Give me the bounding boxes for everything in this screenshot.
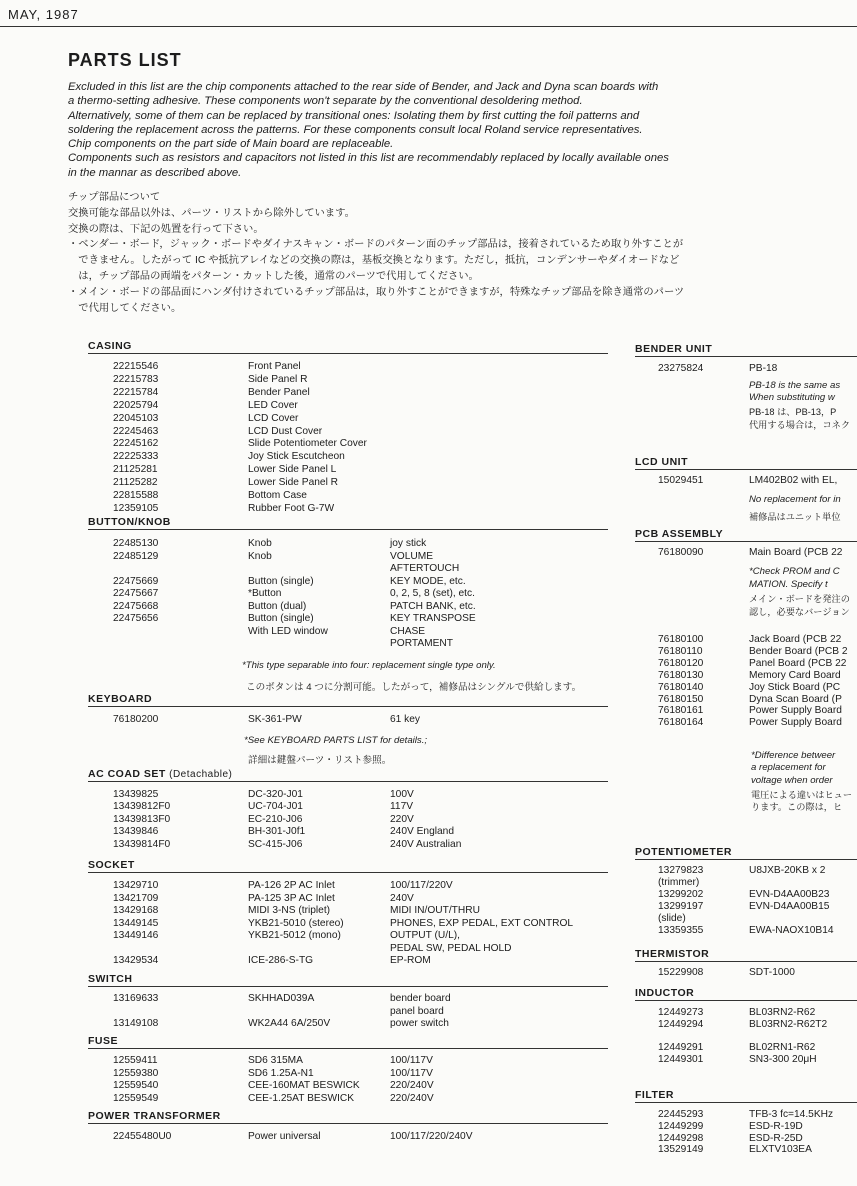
part-number: 76180090	[658, 547, 704, 558]
part-number: 13429710	[113, 880, 159, 891]
section-rule	[635, 1102, 857, 1103]
part-name: EVN-D4AA00B23	[749, 888, 830, 900]
part-remark: CHASE	[390, 625, 426, 637]
part-name: Knob	[248, 538, 272, 549]
part-name: LCD Cover	[248, 412, 299, 424]
part-name: TFB-3 fc=14.5KHz	[749, 1109, 834, 1120]
part-name: Side Panel R	[248, 373, 308, 385]
part-number: 13149108	[113, 1018, 159, 1029]
part-remark: PORTAMENT	[390, 638, 454, 649]
part-name: Lower Side Panel L	[248, 464, 337, 476]
note-text-jp: 電圧による違いはヒュー	[751, 789, 853, 800]
section-rule	[635, 961, 857, 962]
section-rule	[635, 469, 857, 470]
note-text: *See KEYBOARD PARTS LIST for details.;	[244, 735, 428, 746]
part-name: UC-704-J01	[248, 801, 303, 813]
part-name: WK2A44 6A/250V	[248, 1018, 331, 1029]
part-number: 21125282	[113, 477, 158, 489]
section-rule	[88, 781, 608, 782]
section-rule	[88, 529, 608, 530]
part-number: 13169633	[113, 993, 159, 1004]
part-name: Power Supply Board	[749, 705, 842, 717]
part-remark: power switch	[390, 1018, 449, 1029]
part-number: 12449273	[658, 1007, 704, 1018]
part-remark: 61 key	[390, 714, 421, 725]
part-name: Main Board (PCB 22	[749, 547, 843, 558]
section-title: KEYBOARD	[88, 693, 153, 705]
intro-jp-line: 交換可能な部品以外は、パーツ・リストから除外しています。	[68, 207, 355, 219]
section-title: POTENTIOMETER	[635, 846, 732, 858]
part-number: 12559380	[113, 1067, 159, 1079]
section-rule	[88, 872, 608, 873]
part-remark: AFTERTOUCH	[390, 563, 460, 574]
section-title: FILTER	[635, 1089, 674, 1101]
part-number: 22485129	[113, 550, 159, 562]
part-name: EWA-NAOX10B14	[749, 924, 834, 936]
note-text-jp: ります。この際は，ヒ	[751, 802, 843, 813]
intro-line: Alternatively, some of them can be replaced by transitional ones: Isolating them by first cutting the foil patterns and	[68, 109, 640, 122]
part-number: 12359105	[113, 502, 159, 514]
part-name: Front Panel	[248, 361, 301, 372]
part-name: BL02RN1-R62	[749, 1042, 816, 1054]
section-rule	[88, 706, 608, 707]
section-title: LCD UNIT	[635, 456, 688, 468]
note-text-jp: メイン・ボードを発注の	[749, 594, 850, 605]
note-text-jp: 詳細は鍵盤パーツ・リスト参照。	[248, 755, 392, 766]
part-remark: 100/117/220/240V	[390, 1131, 473, 1142]
part-name: With LED window	[248, 625, 328, 637]
part-name: SDT-1000	[749, 967, 795, 978]
part-number: 12559549	[113, 1092, 159, 1104]
part-number: 15229908	[658, 967, 704, 978]
part-number: 22245162	[113, 438, 159, 450]
part-remark: PHONES, EXP PEDAL, EXT CONTROL	[390, 917, 574, 929]
part-name: PA-125 3P AC Inlet	[248, 892, 335, 904]
part-number: 12449301	[658, 1053, 704, 1065]
part-name: Dyna Scan Board (P	[749, 693, 842, 705]
part-name: Button (single)	[248, 613, 314, 624]
section-title: BENDER UNIT	[635, 343, 713, 355]
part-remark: 100/117/220V	[390, 880, 453, 891]
part-number: 13449145	[113, 917, 159, 929]
part-number: 22815588	[113, 490, 159, 501]
part-number: 12449299	[658, 1120, 704, 1132]
part-name: Lower Side Panel R	[248, 477, 339, 489]
part-remark: PATCH BANK, etc.	[390, 600, 476, 612]
part-number: 23275824	[658, 363, 704, 374]
section-rule	[88, 1123, 608, 1124]
part-number: 76180164	[658, 717, 704, 729]
part-name: SKHHAD039A	[248, 993, 315, 1004]
note-text: No replacement for in	[749, 494, 841, 505]
part-number: 22455480U0	[113, 1131, 172, 1142]
part-number: 13359355	[658, 924, 704, 936]
part-remark: 220V	[390, 813, 414, 825]
part-number: 22475669	[113, 575, 159, 587]
section-title: BUTTON/KNOB	[88, 516, 171, 528]
part-remark: EP-ROM	[390, 955, 431, 966]
part-number: 13421709	[113, 892, 159, 904]
intro-line: in the mannar as described above.	[68, 166, 242, 179]
part-number: 13439825	[113, 789, 159, 800]
intro-jp-line: は，チップ部品の両端をパターン・カットした後，通常のパーツで代用してください。	[68, 270, 479, 282]
part-name: Joy Stick Escutcheon	[248, 451, 345, 463]
part-number: 22475667	[113, 588, 159, 599]
section-rule	[88, 986, 608, 987]
part-name: U8JXB-20KB x 2	[749, 865, 826, 876]
part-number: 76180110	[658, 645, 703, 657]
note-text: *This type separable into four: replacement single type only.	[242, 660, 496, 671]
part-name: Power Supply Board	[749, 717, 842, 729]
part-name: ELXTV103EA	[749, 1144, 812, 1156]
part-number: 12449298	[658, 1132, 704, 1144]
part-name: Rubber Foot G-7W	[248, 502, 335, 514]
note-text: PB-18 is the same as	[749, 380, 841, 391]
intro-jp-line: 交換の際は、下記の処置を行って下さい。	[68, 223, 264, 235]
intro-english	[68, 80, 808, 180]
part-remark: 240V	[390, 892, 414, 904]
note-text: MATION. Specify t	[749, 578, 828, 590]
part-name: YKB21-5010 (stereo)	[248, 917, 344, 929]
part-number: 13529149	[658, 1144, 704, 1156]
part-number: 13439846	[113, 826, 159, 838]
part-number: 13279823	[658, 865, 704, 876]
note-text-jp: 代用する場合は，コネク	[749, 419, 851, 430]
section-title: PCB ASSEMBLY	[635, 528, 724, 540]
note-text-jp: 補修品はユニット単位	[749, 512, 841, 522]
part-number: 15029451	[658, 475, 704, 486]
part-remark: OUTPUT (U/L),	[390, 930, 460, 941]
section-rule	[635, 541, 857, 542]
intro-jp-line: できません。したがって IC や抵抗アレイなどの交換の際は，基板交換となります。ただし，抵抗，コンデンサーやダイオードなど	[68, 255, 680, 267]
part-name: Jack Board (PCB 22	[749, 634, 842, 645]
part-name: Slide Potentiometer Cover	[248, 438, 367, 450]
part-number: 76180140	[658, 681, 704, 693]
part-name: Power universal	[248, 1131, 321, 1142]
part-remark: 117V	[390, 801, 414, 813]
part-name: PA-126 2P AC Inlet	[248, 880, 335, 891]
part-name: DC-320-J01	[248, 789, 303, 800]
part-number: (trimmer)	[658, 876, 700, 888]
section-title: POWER TRANSFORMER	[88, 1110, 221, 1122]
part-number: 22045103	[113, 412, 159, 424]
section-title: INDUCTOR	[635, 987, 695, 999]
part-name: ESD-R-19D	[749, 1120, 803, 1132]
part-number: 13299202	[658, 888, 704, 900]
part-remark: 100/117V	[390, 1067, 433, 1079]
part-remark: 100/117V	[390, 1055, 433, 1066]
part-number: 22025794	[113, 399, 159, 411]
part-name: SD6 315MA	[248, 1055, 303, 1066]
part-number: 12559540	[113, 1080, 159, 1091]
note-text-jp: PB-18 は、PB-13，P	[749, 407, 837, 418]
part-remark: 220/240V	[390, 1080, 434, 1091]
section-rule	[635, 1000, 857, 1001]
part-name: SN3-300 20μH	[749, 1053, 817, 1065]
part-number: 76180100	[658, 634, 704, 645]
note-text: When substituting w	[749, 392, 835, 404]
part-number: 22445293	[658, 1109, 704, 1120]
part-name: SD6 1.25A-N1	[248, 1067, 314, 1079]
intro-line: Components such as resistors and capacitors not listed in this list are recommendably replaced by locally available ones	[68, 152, 669, 165]
part-name: CEE-160MAT BESWICK	[248, 1080, 360, 1091]
part-remark: 220/240V	[390, 1092, 434, 1104]
part-number: 22485130	[113, 538, 159, 549]
intro-line: soldering the replacement across the patterns. For these components consult local Roland service representatives.	[68, 123, 643, 136]
part-remark: joy stick	[390, 538, 427, 549]
header-rule	[0, 26, 857, 27]
intro-jp-line: ・メイン・ボードの部品面にハンダ付けされているチップ部品は，取り外すことができますが，特殊なチップ部品を除き通常のパーツ	[68, 286, 685, 298]
part-remark: 0, 2, 5, 8 (set), etc.	[390, 588, 475, 599]
part-number: 22215546	[113, 361, 159, 372]
part-number: 13449146	[113, 930, 159, 941]
part-name: BL03RN2-R62	[749, 1007, 816, 1018]
note-text: *Difference betweer	[751, 750, 836, 761]
part-number: 13439812F0	[113, 801, 171, 813]
intro-line: Chip components on the part side of Main board are replaceable.	[68, 138, 394, 151]
part-number: (slide)	[658, 912, 686, 924]
part-name: CEE-1.25AT BESWICK	[248, 1092, 355, 1104]
part-name: LM402B02 with EL,	[749, 475, 838, 486]
section-title: SOCKET	[88, 859, 135, 871]
part-name: ESD-R-25D	[749, 1132, 803, 1144]
part-number: 13299197	[658, 900, 704, 912]
part-name: Panel Board (PCB 22	[749, 657, 847, 669]
part-name: ICE-286-S-TG	[248, 955, 314, 966]
part-name: Bender Panel	[248, 386, 310, 398]
part-remark: panel board	[390, 1005, 444, 1017]
part-remark: VOLUME	[390, 550, 434, 562]
section-rule	[635, 859, 857, 860]
part-number: 22225333	[113, 451, 159, 463]
intro-japanese	[68, 190, 808, 316]
note-text-jp: このボタンは 4 つに分割可能。したがって，補修品はシングルで供給します。	[246, 682, 582, 693]
part-name: EVN-D4AA00B15	[749, 900, 830, 912]
note-text: voltage when order	[751, 774, 833, 786]
part-remark: 240V England	[390, 826, 455, 838]
note-text: *Check PROM and C	[749, 566, 840, 577]
part-number: 76180200	[113, 714, 159, 725]
part-name: Joy Stick Board (PC	[749, 681, 841, 693]
intro-line: Excluded in this list are the chip components attached to the rear side of Bender, and Jack and Dyna scan boards with	[68, 81, 659, 93]
part-number: 22215784	[113, 386, 159, 398]
part-name: LED Cover	[248, 399, 298, 411]
part-number: 22245463	[113, 425, 159, 437]
part-remark: KEY MODE, etc.	[390, 575, 466, 587]
intro-jp-line: チップ部品について	[68, 192, 161, 203]
part-name: SC-415-J06	[248, 838, 303, 850]
part-name: BH-301-J0f1	[248, 826, 306, 838]
part-name: PB-18	[749, 363, 778, 374]
page-title: PARTS LIST	[68, 50, 182, 70]
page-date: MAY, 1987	[8, 7, 79, 22]
part-number: 76180161	[658, 705, 704, 717]
part-name: LCD Dust Cover	[248, 425, 323, 437]
section-title: FUSE	[88, 1035, 119, 1047]
part-number: 12559411	[113, 1055, 158, 1066]
part-name: SK-361-PW	[248, 714, 302, 725]
part-remark: KEY TRANSPOSE	[390, 613, 476, 624]
part-number: 76180150	[658, 693, 704, 705]
part-name: Knob	[248, 550, 272, 562]
part-number: 76180130	[658, 669, 704, 681]
part-number: 13439813F0	[113, 813, 171, 825]
section-rule	[88, 1048, 608, 1049]
section-title: THERMISTOR	[635, 948, 710, 960]
intro-jp-line: ・ベンダー・ボード，ジャック・ボードやダイナスキャン・ボードのパターン面のチップ部品は，接着されているため取り外すことが	[68, 239, 684, 251]
part-number: 21125281	[113, 464, 158, 476]
part-name: Button (single)	[248, 575, 314, 587]
part-name: YKB21-5012 (mono)	[248, 930, 341, 941]
part-remark: bender board	[390, 993, 451, 1004]
part-remark: 240V Australian	[390, 838, 462, 850]
part-remark: PEDAL SW, PEDAL HOLD	[390, 942, 512, 954]
part-number: 12449294	[658, 1018, 704, 1030]
part-name: EC-210-J06	[248, 813, 303, 825]
part-name: MIDI 3-NS (triplet)	[248, 905, 331, 916]
section-title: CASING	[88, 340, 132, 352]
section-rule	[635, 356, 857, 357]
intro-jp-line: で代用してください。	[68, 302, 182, 314]
intro-line: a thermo-setting adhesive. These components won't separate by the conventional desoldering method.	[68, 95, 583, 108]
part-number: 13429534	[113, 955, 159, 966]
part-name: Button (dual)	[248, 600, 307, 612]
part-number: 12449291	[658, 1042, 704, 1054]
part-name: Memory Card Board	[749, 669, 841, 681]
part-name: BL03RN2-R62T2	[749, 1018, 828, 1030]
part-name: Bender Board (PCB 2	[749, 645, 848, 657]
part-number: 13429168	[113, 905, 159, 916]
part-number: 22215783	[113, 373, 159, 385]
section-subtitle: (Detachable)	[165, 769, 233, 780]
section-title: SWITCH	[88, 973, 133, 985]
note-text-jp: 認し，必要なバージョン	[749, 607, 850, 618]
part-number: 76180120	[658, 657, 704, 669]
note-text: a replacement for	[751, 762, 826, 774]
part-name: *Button	[248, 588, 282, 599]
section-rule	[88, 353, 608, 354]
part-remark: 100V	[390, 789, 414, 800]
part-name: Bottom Case	[248, 490, 307, 501]
part-number: 22475656	[113, 613, 159, 624]
part-remark: MIDI IN/OUT/THRU	[390, 905, 480, 916]
section-title: AC COAD SET (Detachable)	[88, 768, 233, 780]
part-number: 22475668	[113, 600, 159, 612]
part-number: 13439814F0	[113, 838, 171, 850]
